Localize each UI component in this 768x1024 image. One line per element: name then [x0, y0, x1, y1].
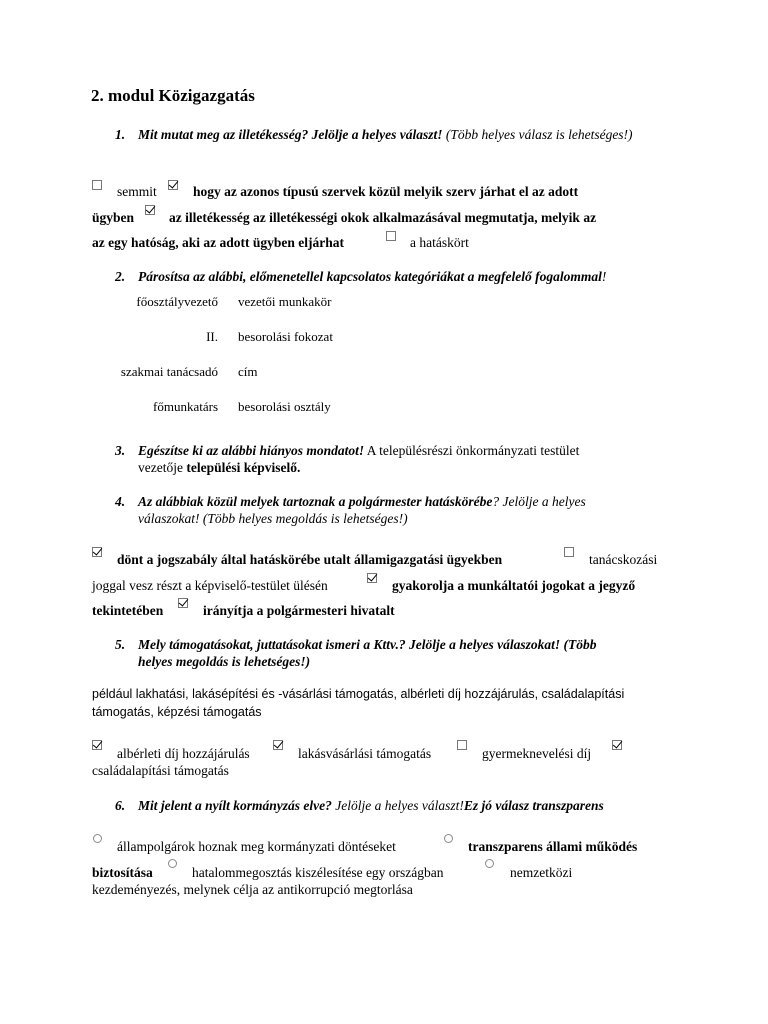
question-number: 3.: [115, 443, 126, 458]
question-number: 2.: [115, 269, 126, 284]
option-label: állampolgárok hoznak meg kormányzati döntéseket: [117, 839, 396, 854]
checkbox[interactable]: [92, 547, 102, 557]
pair-right: besorolási fokozat: [238, 329, 333, 344]
checkbox[interactable]: [145, 205, 155, 215]
option-label: gyermeknevelési díj: [482, 746, 592, 761]
option-label: gyakorolja a munkáltatói jogokat a jegyző: [392, 578, 636, 593]
question-number: 6.: [115, 798, 126, 813]
checkbox[interactable]: [386, 231, 396, 241]
option-label: nemzetközi: [510, 865, 573, 880]
option-label: hogy az azonos típusú szervek közül melyik szerv járhat el az adott: [193, 184, 579, 199]
option-label: a hatáskört: [410, 235, 469, 250]
option-label: lakásvásárlási támogatás: [298, 746, 432, 761]
option-label: tanácskozási: [589, 552, 658, 567]
pair-right: cím: [238, 364, 258, 379]
checkbox[interactable]: [92, 180, 102, 190]
option-label: biztosítása: [92, 865, 153, 880]
option-label: ügyben: [92, 210, 135, 225]
question-number: 1.: [115, 127, 126, 142]
checkbox[interactable]: [92, 740, 102, 750]
answer-text: például lakhatási, lakásépítési és -vásárlási támogatás, albérleti díj hozzájárulás, családalapítási: [92, 687, 625, 701]
question-text: Mit mutat meg az illetékesség? Jelölje a helyes választ! (Több helyes válasz is lehetséges!): [138, 127, 633, 142]
page-title: 2. modul Közigazgatás: [91, 86, 255, 105]
option-label: albérleti díj hozzájárulás: [117, 746, 250, 761]
question-text: Mit jelent a nyílt kormányzás elve? Jelölje a helyes választ!Ez jó válasz transzparens: [138, 798, 604, 813]
option-label: transzparens állami működés: [468, 839, 638, 854]
radio-button[interactable]: [485, 859, 494, 868]
pair-left: főosztályvezető: [136, 294, 218, 309]
pair-right: vezetői munkakör: [238, 294, 332, 309]
checkbox[interactable]: [612, 740, 622, 750]
pair-left: szakmai tanácsadó: [120, 364, 218, 379]
radio-button[interactable]: [168, 859, 177, 868]
option-label: irányítja a polgármesteri hivatalt: [203, 603, 395, 618]
checkbox[interactable]: [367, 573, 377, 583]
option-label: tekintetében: [92, 603, 164, 618]
radio-button[interactable]: [93, 834, 102, 843]
checkbox[interactable]: [564, 547, 574, 557]
question-text: Mely támogatásokat, juttatásokat ismeri a Kttv.? Jelölje a helyes válaszokat! (Több helyes megoldás is lehetséges!): [138, 637, 597, 669]
option-label: joggal vesz részt a képviselő-testület ülésén: [92, 578, 328, 593]
radio-button[interactable]: [444, 834, 453, 843]
pair-right: besorolási osztály: [238, 399, 331, 414]
option-label: az illetékesség az illetékességi okok alkalmazásával megmutatja, melyik az: [169, 210, 597, 225]
question-text: Egészítse ki az alábbi hiányos mondatot! A településrészi önkormányzati testület vezetője települési képviselő.: [138, 443, 580, 475]
option-label: az egy hatóság, aki az adott ügyben eljárhat: [92, 235, 344, 250]
pair-left: főmunkatárs: [153, 399, 218, 414]
option-label: dönt a jogszabály által hatáskörébe utalt államigazgatási ügyekben: [117, 552, 503, 567]
question-number: 4.: [115, 494, 126, 509]
option-label: hatalommegosztás kiszélesítése egy országban: [192, 865, 444, 880]
option-label: családalapítási támogatás: [92, 763, 229, 778]
option-label: kezdeményezés, melynek célja az antikorrupció megtorlása: [92, 882, 413, 897]
question-text: Párosítsa az alábbi, előmenetellel kapcsolatos kategóriákat a megfelelő fogalommal!: [138, 269, 607, 284]
question-text: Az alábbiak közül melyek tartoznak a polgármester hatáskörébe? Jelölje a helyes válaszokat! (Több helyes megoldás is lehetséges!): [138, 494, 586, 526]
checkbox[interactable]: [457, 740, 467, 750]
checkbox[interactable]: [273, 740, 283, 750]
question-number: 5.: [115, 637, 126, 652]
answer-text: támogatás, képzési támogatás: [92, 705, 262, 719]
checkbox[interactable]: [178, 598, 188, 608]
pair-left: II.: [206, 329, 218, 344]
option-label: semmit: [117, 184, 157, 199]
checkbox[interactable]: [168, 180, 178, 190]
